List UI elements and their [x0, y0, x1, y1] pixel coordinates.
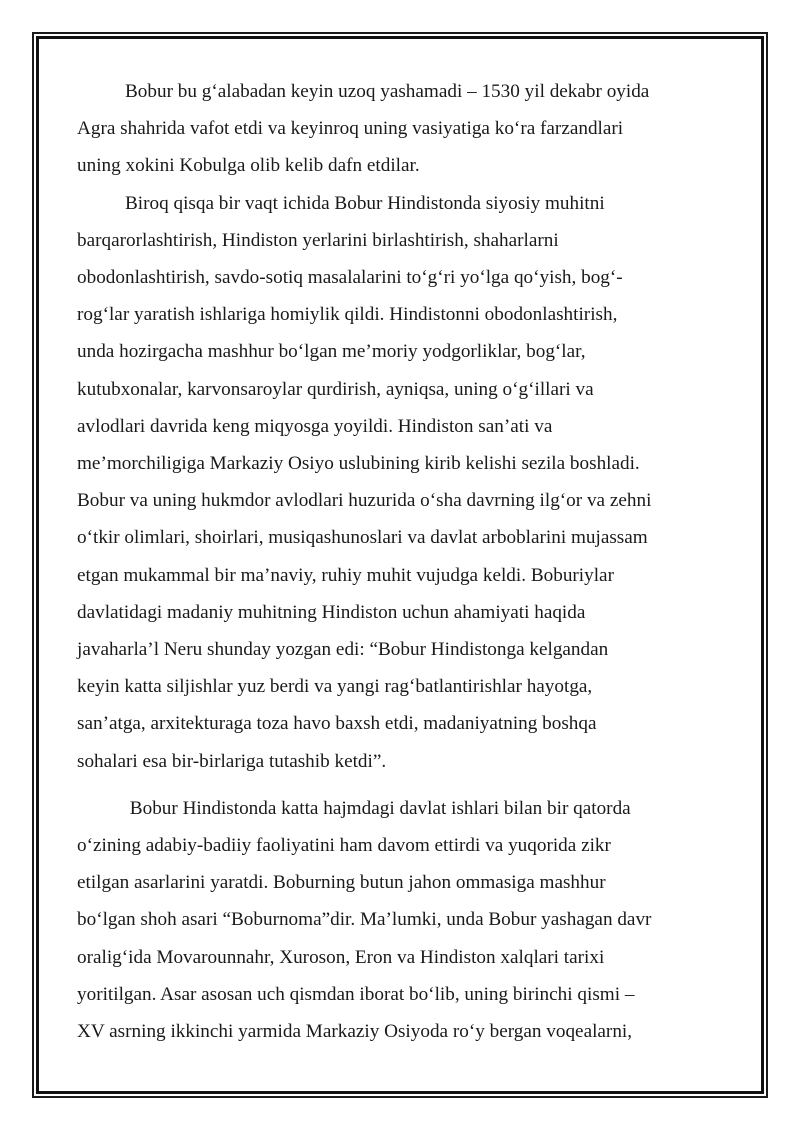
text-line: etilgan asarlarini yaratdi. Boburning butun jahon ommasiga mashhur [77, 872, 606, 894]
text-line: barqarorlashtirish, Hindiston yerlarini birlashtirish, shaharlarni [77, 229, 559, 251]
text-line: Bobur bu g‘alabadan keyin uzoq yashamadi – 1530 yil dekabr oyida [125, 81, 650, 102]
text-line: o‘tkir olimlari, shoirlari, musiqashunoslari va davlat arboblarini mujassam [77, 527, 648, 549]
paragraph-1 [77, 73, 727, 185]
text-line: avlodlari davrida keng miqyosga yoyildi. Hindiston san’ati va [77, 415, 553, 437]
paragraph-spacer [77, 780, 727, 790]
text-line: kutubxonalar, karvonsaroylar qurdirish, ayniqsa, uning o‘g‘illari va [77, 378, 594, 400]
text-line: Biroq qisqa bir vaqt ichida Bobur Hindistonda siyosiy muhitni [125, 192, 605, 214]
text-line: o‘zining adabiy-badiiy faoliyatini ham davom ettirdi va yuqorida zikr [77, 835, 611, 857]
text-line: obodonlashtirish, savdo-sotiq masalalarini to‘g‘ri yo‘lga qo‘yish, bog‘- [77, 267, 623, 289]
text-line: davlatidagi madaniy muhitning Hindiston uchun ahamiyati haqida [77, 601, 586, 623]
text-line: javaharla’l Neru shunday yozgan edi: “Bobur Hindistonga kelgandan [77, 639, 609, 661]
text-line: Agra shahrida vafot etdi va keyinroq uning vasiyatiga ko‘ra farzandlari [77, 118, 624, 140]
text-line: XV asrning ikkinchi yarmida Markaziy Osiyoda ro‘y bergan voqealarni, [77, 1021, 633, 1043]
text-line: sohalari esa bir-birlariga tutashib ketdi”. [77, 750, 387, 772]
text-line: unda hozirgacha mashhur bo‘lgan me’moriy yodgorliklar, bog‘lar, [77, 341, 586, 363]
text-line: keyin katta siljishlar yuz berdi va yangi rag‘batlantirishlar hayotga, [77, 676, 593, 698]
text-line: oralig‘ida Movarounnahr, Xuroson, Eron va Hindiston xalqlari tarixi [77, 946, 605, 968]
paragraph-2 [77, 185, 727, 780]
text-line: bo‘lgan shoh asari “Boburnoma”dir. Ma’lumki, unda Bobur yashagan davr [77, 909, 652, 931]
text-line: Bobur Hindistonda katta hajmdagi davlat ishlari bilan bir qatorda [125, 797, 631, 819]
text-line: Bobur va uning hukmdor avlodlari huzurida o‘sha davrning ilg‘or va zehni [77, 490, 652, 512]
text-line: etgan mukammal bir ma’naviy, ruhiy muhit vujudga keldi. Boburiylar [77, 564, 614, 586]
text-line: me’morchiligiga Markaziy Osiyo uslubining kirib kelishi sezila boshladi. [77, 453, 640, 475]
document-body [77, 73, 727, 1050]
text-line: san’atga, arxitekturaga toza havo baxsh etdi, madaniyatning boshqa [77, 713, 597, 735]
text-line: uning xokini Kobulga olib kelib dafn etdilar. [77, 155, 420, 177]
paragraph-3 [77, 790, 727, 1050]
text-line: rog‘lar yaratish ishlariga homiylik qildi. Hindistonni obodonlashtirish, [77, 304, 618, 326]
text-line: yoritilgan. Asar asosan uch qismdan iborat bo‘lib, uning birinchi qismi – [77, 983, 635, 1005]
